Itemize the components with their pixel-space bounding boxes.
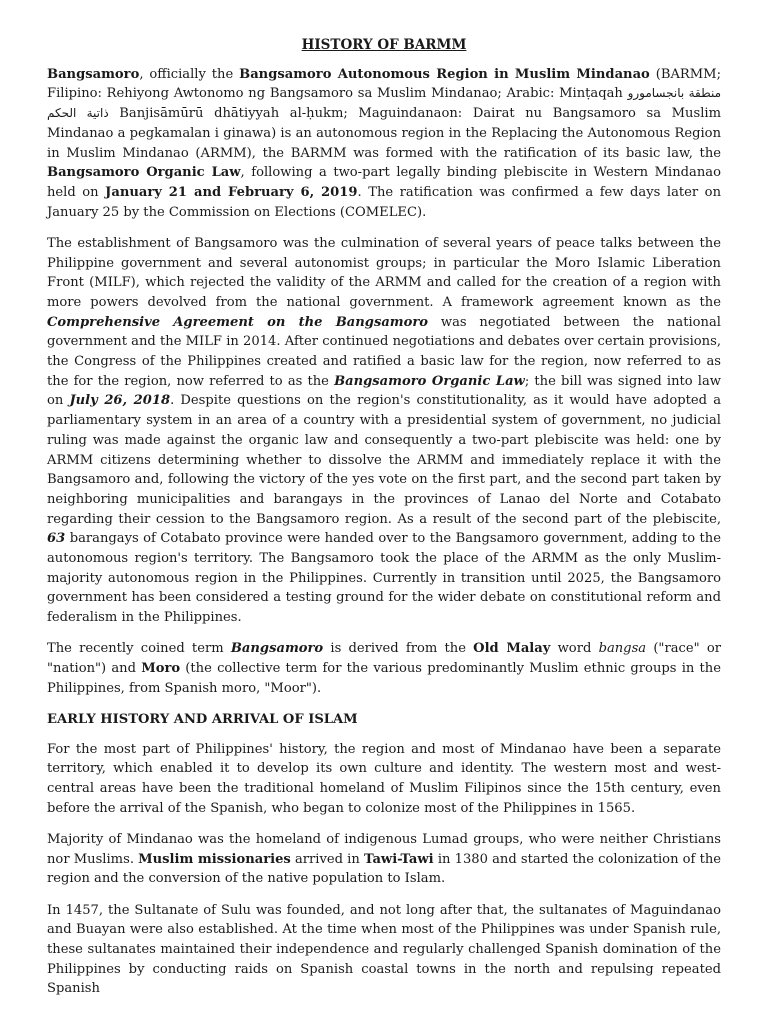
text-run: , following a two-part legally binding plebiscite in Western Mindanao held on: [47, 165, 721, 200]
text-run: ; the bill was signed into law on: [47, 373, 722, 409]
text-run: arrived in: [290, 851, 364, 867]
paragraph-intro: [47, 65, 721, 223]
text-run: In 1457, the Sultanate of Sulu was founded, and not long after that, the sultanates of Maguindanao and Buayan were also established. At the time when most of the Philippines was under Spanish rule, these sultanates maintained their independence and regularly challenged Spanish domination of the Philippines by conducting raids on Spanish coastal towns in the north and repulsing repeated Spanish: [47, 902, 721, 997]
text-run: Bangsamoro: [230, 641, 324, 657]
text-run: منطقة بانجسامورو ذاتية الحكم: [47, 86, 721, 121]
paragraph-early-history: [47, 740, 721, 819]
section-heading-early-history: EARLY HISTORY AND ARRIVAL OF ISLAM: [47, 712, 358, 727]
text-run: , officially the: [139, 66, 240, 82]
text-run: . Despite questions on the region's constitutionality, as it would have adopted a parliamentary system in an area of a country with a presidential system of government, no judicial ruling was made against the organic law and consequently a two-part plebiscite was held: one by ARMM citizens determining whether to dissolve the ARMM and immediately replace it with the Bangsamoro and, following the victory of the yes vote on the first part, and the second part taken by neighboring municipalities and barangays in the provinces of Lanao del Norte and Cotabato regarding their cession to the Bangsamoro region. As a result of the second part of the plebiscite,: [47, 393, 721, 527]
text-run: barangays of Cotabato province were handed over to the Bangsamoro government, adding to the autonomous region's territory. The Bangsamoro took the place of the ARMM as the only Muslim-majority autonomous region in the Philippines. Currently in transition until 2025, the Bangsamoro government has been considered a testing ground for the wider debate on constitutional reform and federalism in the Philippines.: [47, 531, 721, 626]
text-run: word: [550, 641, 599, 657]
text-run: Bangsamoro Organic Law: [334, 373, 525, 389]
text-run: The recently coined term: [47, 641, 231, 657]
text-run: Bangsamoro: [47, 66, 140, 82]
paragraph-sultanates: [47, 901, 721, 1000]
text-run: Banjisāmūrū dhātiyyah al-ḥukm; Maguindanaon: Dairat nu Bangsamoro sa Muslim Mindanao a pegkamalan i ginawa) is an autonomous region in the Replacing the Autonomous Region in Muslim Mindanao (ARMM), the BARMM was formed with the ratification of its basic law, the: [47, 106, 721, 161]
paragraph-establishment: [47, 234, 721, 628]
text-run: (BARMM; Filipino: Rehiyong Awtonomo ng Bangsamoro sa Muslim Mindanao; Arabic: Minṭaqah: [47, 66, 721, 102]
document-page: [47, 36, 721, 1011]
text-run: The establishment of Bangsamoro was the culmination of several years of peace talks between the Philippine government and several autonomist groups; in particular the Moro Islamic Liberation Front (MILF), which rejected the validity of the ARMM and called for the creation of a region with more powers devolved from the national government. A framework agreement known as the: [47, 235, 721, 310]
text-run: Muslim missionaries: [138, 851, 291, 867]
text-run: January 21 and February 6, 2019: [105, 184, 358, 200]
text-run: Comprehensive Agreement on the Bangsamoro: [47, 314, 429, 330]
text-run: Bangsamoro Organic Law: [47, 165, 241, 181]
text-run: (the collective term for the various predominantly Muslim ethnic groups in the Philippines, from Spanish moro, "Moor").: [47, 661, 721, 696]
text-run: July 26, 2018: [69, 393, 171, 409]
text-run: in 1380 and started the colonization of the region and the conversion of the native population to Islam.: [47, 851, 722, 887]
text-run: bangsa: [598, 641, 647, 657]
document-title: HISTORY OF BARMM: [301, 37, 467, 53]
text-run: is derived from the: [323, 641, 474, 657]
text-run: 63: [47, 531, 66, 547]
text-run: For the most part of Philippines' history, the region and most of Mindanao have been a separate territory, which enabled it to develop its own culture and identity. The western most and west-central areas have been the traditional homeland of Muslim Filipinos since the 15th century, even before the arrival of the Spanish, who began to colonize most of the Philippines in 1565.: [47, 741, 721, 816]
text-run: . The ratification was confirmed a few days later on January 25 by the Commission on Elections (COMELEC).: [47, 184, 721, 220]
text-run: Tawi-Tawi: [363, 851, 434, 867]
text-run: Old Malay: [473, 641, 551, 657]
text-run: Majority of Mindanao was the homeland of indigenous Lumad groups, who were neither Christians nor Muslims.: [47, 832, 721, 867]
text-run: ("race" or "nation") and: [47, 641, 721, 677]
text-run: Bangsamoro Autonomous Region in Muslim Mindanao: [239, 66, 650, 82]
text-run: was negotiated between the national government and the MILF in 2014. After continued negotiations and debates over certain provisions, the Congress of the Philippines created and ratified a basic law for the region, now referred to as the for the region, now referred to as the: [47, 314, 721, 389]
paragraph-etymology: [47, 639, 721, 698]
text-run: Moro: [141, 661, 181, 677]
paragraph-lumad-groups: [47, 830, 721, 889]
